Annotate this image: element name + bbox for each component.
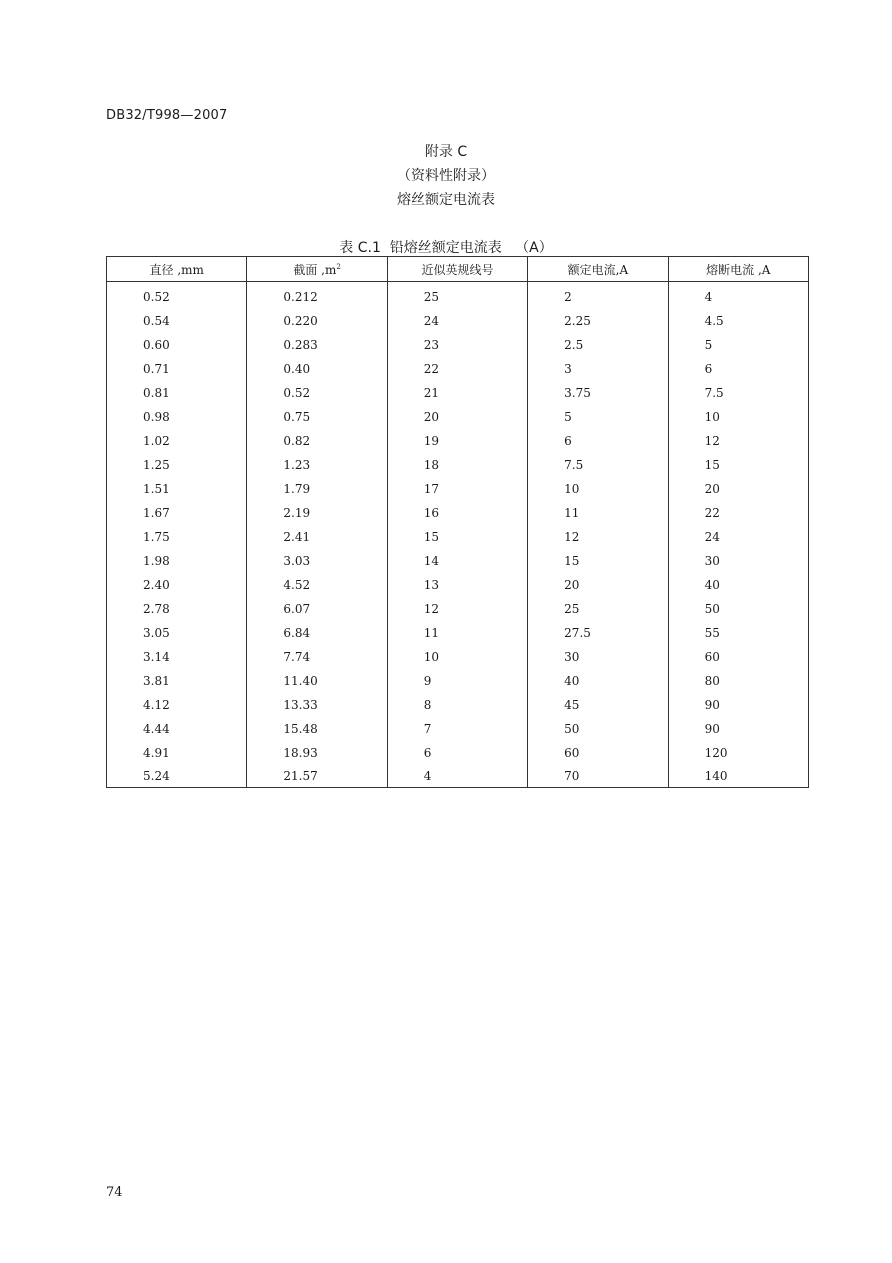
table-row — [107, 717, 809, 741]
table-cell: 30 — [668, 549, 808, 573]
table-cell: 22 — [668, 501, 808, 525]
table-cell: 3.14 — [107, 645, 247, 669]
table-row — [107, 381, 809, 405]
table-cell: 40 — [528, 669, 668, 693]
table-cell: 24 — [387, 309, 527, 333]
table-cell: 7.5 — [528, 453, 668, 477]
table-cell: 1.79 — [247, 477, 387, 501]
table-cell: 4.12 — [107, 693, 247, 717]
table-cell: 7.5 — [668, 381, 808, 405]
table-row — [107, 741, 809, 765]
table-row — [107, 309, 809, 333]
table-cell: 140 — [668, 765, 808, 788]
table-cell: 2.5 — [528, 333, 668, 357]
table-cell: 0.82 — [247, 429, 387, 453]
table-cell: 20 — [387, 405, 527, 429]
table-body — [107, 282, 809, 788]
table-cell: 8 — [387, 693, 527, 717]
table-cell: 19 — [387, 429, 527, 453]
table-cell: 25 — [387, 282, 527, 310]
table-row — [107, 765, 809, 788]
table-cell: 45 — [528, 693, 668, 717]
table-cell: 12 — [668, 429, 808, 453]
table-cell: 4 — [387, 765, 527, 788]
table-cell: 1.51 — [107, 477, 247, 501]
table-cell: 5 — [668, 333, 808, 357]
table-cell: 6 — [528, 429, 668, 453]
table-row — [107, 525, 809, 549]
table-cell: 5 — [528, 405, 668, 429]
table-row — [107, 405, 809, 429]
fuse-current-table — [106, 256, 809, 788]
table-row — [107, 282, 809, 310]
table-cell: 90 — [668, 693, 808, 717]
table-cell: 1.02 — [107, 429, 247, 453]
table-cell: 4.91 — [107, 741, 247, 765]
table-cell: 16 — [387, 501, 527, 525]
table-row — [107, 333, 809, 357]
table-cell: 15 — [668, 453, 808, 477]
table-cell: 90 — [668, 717, 808, 741]
header-rated-current: 额定电流,A — [528, 257, 668, 282]
table-row — [107, 645, 809, 669]
table-row — [107, 573, 809, 597]
table-cell: 0.283 — [247, 333, 387, 357]
table-cell: 2.41 — [247, 525, 387, 549]
table-cell: 14 — [387, 549, 527, 573]
table-cell: 20 — [528, 573, 668, 597]
table-row — [107, 621, 809, 645]
document-code: DB32/T998—2007 — [106, 108, 228, 123]
table-cell: 18.93 — [247, 741, 387, 765]
table-row — [107, 669, 809, 693]
table-cell: 0.98 — [107, 405, 247, 429]
header-cross-section — [247, 257, 387, 282]
table-cell: 27.5 — [528, 621, 668, 645]
table-cell: 12 — [528, 525, 668, 549]
table-cell: 7 — [387, 717, 527, 741]
table-cell: 18 — [387, 453, 527, 477]
table-cell: 1.23 — [247, 453, 387, 477]
table-cell: 25 — [528, 597, 668, 621]
table-cell: 5.24 — [107, 765, 247, 788]
table-cell: 30 — [528, 645, 668, 669]
table-cell: 0.60 — [107, 333, 247, 357]
table-cell: 7.74 — [247, 645, 387, 669]
table-cell: 15 — [387, 525, 527, 549]
table-cell: 12 — [387, 597, 527, 621]
table-row — [107, 477, 809, 501]
table-cell: 21 — [387, 381, 527, 405]
table-cell: 3.05 — [107, 621, 247, 645]
table-cell: 4 — [668, 282, 808, 310]
table-header-row — [107, 257, 809, 282]
table-row — [107, 357, 809, 381]
table-cell: 21.57 — [247, 765, 387, 788]
table-cell: 0.75 — [247, 405, 387, 429]
table-row — [107, 597, 809, 621]
header-superscript: 2 — [336, 262, 341, 271]
table-cell: 70 — [528, 765, 668, 788]
table-cell: 3.03 — [247, 549, 387, 573]
table-cell: 3.75 — [528, 381, 668, 405]
table-cell: 10 — [668, 405, 808, 429]
table-cell: 40 — [668, 573, 808, 597]
table-cell: 10 — [387, 645, 527, 669]
table-cell: 22 — [387, 357, 527, 381]
table-cell: 15 — [528, 549, 668, 573]
table-cell: 1.75 — [107, 525, 247, 549]
table-cell: 0.212 — [247, 282, 387, 310]
table-row — [107, 693, 809, 717]
table-cell: 6.84 — [247, 621, 387, 645]
table-cell: 60 — [668, 645, 808, 669]
table-cell: 11 — [387, 621, 527, 645]
table-cell: 6 — [387, 741, 527, 765]
appendix-nature: （资料性附录） — [397, 168, 495, 184]
page-number: 74 — [106, 1185, 123, 1200]
table-cell: 17 — [387, 477, 527, 501]
table-cell: 0.81 — [107, 381, 247, 405]
table-caption: 表 C.1 铅熔丝额定电流表 （A） — [339, 240, 553, 256]
table-cell: 10 — [528, 477, 668, 501]
table-cell: 13.33 — [247, 693, 387, 717]
table-cell: 3 — [528, 357, 668, 381]
header-wire-gauge: 近似英规线号 — [387, 257, 527, 282]
table-cell: 1.67 — [107, 501, 247, 525]
table-row — [107, 453, 809, 477]
table-cell: 6 — [668, 357, 808, 381]
table-cell: 2.25 — [528, 309, 668, 333]
table-cell: 24 — [668, 525, 808, 549]
header-cross-section-label: 截面 ,m — [293, 262, 337, 277]
table-cell: 4.52 — [247, 573, 387, 597]
table-cell: 2.78 — [107, 597, 247, 621]
table-cell: 2.40 — [107, 573, 247, 597]
table-cell: 0.52 — [247, 381, 387, 405]
table-cell: 120 — [668, 741, 808, 765]
header-diameter: 直径 ,mm — [107, 257, 247, 282]
appendix-name: 熔丝额定电流表 — [397, 192, 495, 208]
table-cell: 0.40 — [247, 357, 387, 381]
table-cell: 80 — [668, 669, 808, 693]
table-cell: 0.71 — [107, 357, 247, 381]
table-cell: 60 — [528, 741, 668, 765]
table-cell: 2 — [528, 282, 668, 310]
appendix-title: 附录 C — [424, 144, 468, 160]
table-row — [107, 501, 809, 525]
table-cell: 3.81 — [107, 669, 247, 693]
table-cell: 11.40 — [247, 669, 387, 693]
table-cell: 15.48 — [247, 717, 387, 741]
table-row — [107, 549, 809, 573]
table-cell: 11 — [528, 501, 668, 525]
table-cell: 4.5 — [668, 309, 808, 333]
table-cell: 50 — [668, 597, 808, 621]
table-cell: 23 — [387, 333, 527, 357]
table-cell: 2.19 — [247, 501, 387, 525]
table-cell: 55 — [668, 621, 808, 645]
table-cell: 1.25 — [107, 453, 247, 477]
table-cell: 0.54 — [107, 309, 247, 333]
table-cell: 13 — [387, 573, 527, 597]
table-cell: 0.220 — [247, 309, 387, 333]
header-fusing-current: 熔断电流 ,A — [668, 257, 808, 282]
table-cell: 50 — [528, 717, 668, 741]
table-cell: 4.44 — [107, 717, 247, 741]
table-cell: 1.98 — [107, 549, 247, 573]
table-row — [107, 429, 809, 453]
table-cell: 6.07 — [247, 597, 387, 621]
table-cell: 9 — [387, 669, 527, 693]
table-cell: 20 — [668, 477, 808, 501]
table-cell: 0.52 — [107, 282, 247, 310]
